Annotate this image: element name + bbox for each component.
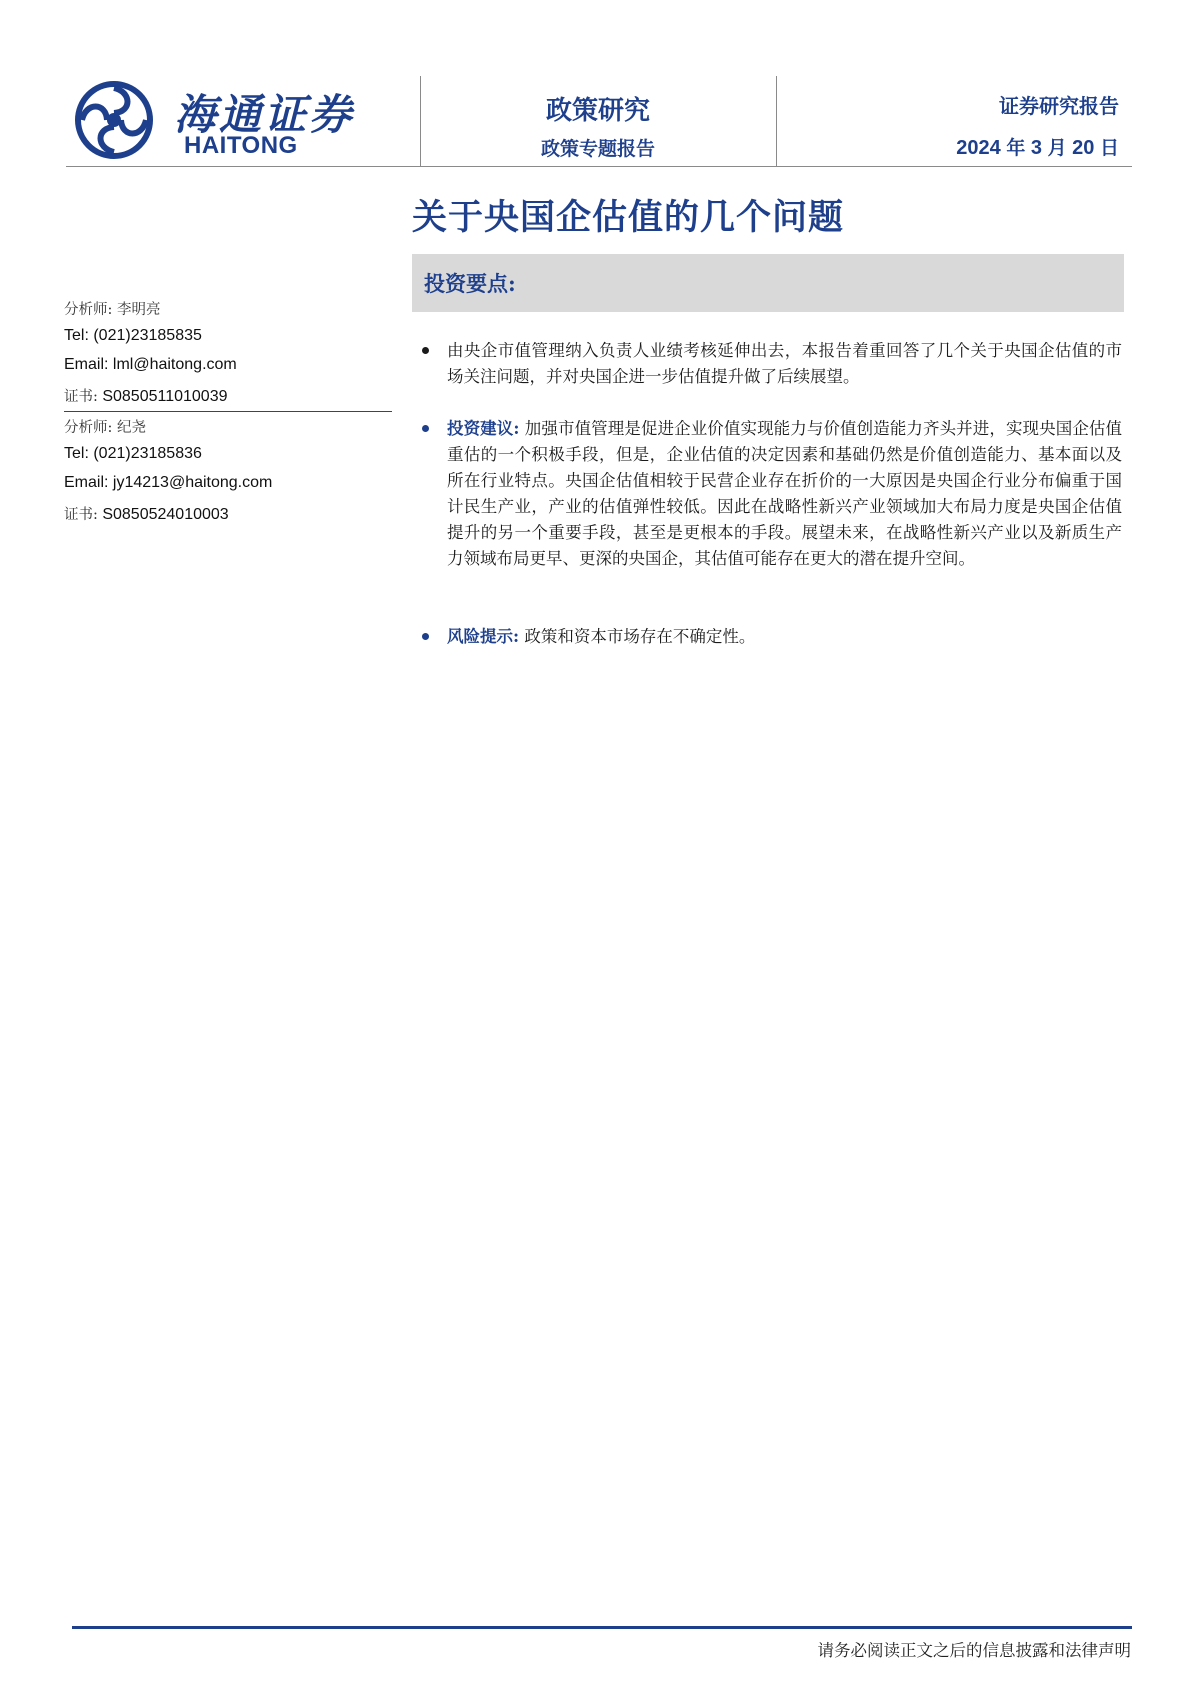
report-title: 关于央国企估值的几个问题 — [412, 197, 845, 238]
date-year-unit: 年 — [1006, 137, 1026, 159]
bullet-dot-icon — [422, 633, 429, 640]
key-point-text — [447, 624, 1122, 650]
analyst-2-tel: Tel: (021)23185836 — [64, 445, 202, 462]
key-point-body: 加强市值管理是促进企业价值实现能力与价值创造能力齐头并进，实现央国企估值重估的一个积极手段，但是，企业估值的决定因素和基础仍然是价值创造能力、基本面以及所在行业特点。央国企估值相较于民营企业存在折价的一大原因是央国企行业分布偏重于国计民生产业，产业的估值弹性较低。因此在战略性新兴产业领域加大布局力度是央国企估值提升的另一个重要手段，甚至是更根本的手段。展望未来，在战略性新兴产业以及新质生产力领域布局更早、更深的央国企，其估值可能存在更大的潜在提升空间。 — [447, 419, 1123, 568]
haitong-logo-icon — [74, 80, 154, 160]
key-point-label: 风险提示: — [447, 627, 520, 646]
analyst-2-cert-number: S0850524010003 — [97, 506, 229, 523]
analyst-1-name: 分析师: 李明亮 — [64, 302, 161, 318]
report-date — [956, 133, 1119, 160]
date-month: 3 — [1030, 137, 1043, 159]
analyst-1-email: Email: lml@haitong.com — [64, 356, 237, 373]
bullet-dot-icon — [422, 347, 429, 354]
key-point-body: 政策和资本市场存在不确定性。 — [519, 627, 756, 646]
brand-name-cn: 海通证券 — [174, 90, 355, 139]
header-rule — [66, 166, 1132, 167]
company-logo — [74, 80, 364, 164]
report-subcategory: 政策专题报告 — [540, 138, 655, 160]
key-point-text — [447, 338, 1122, 390]
report-category: 政策研究 — [545, 96, 650, 126]
report-type: 证券研究报告 — [999, 94, 1119, 118]
date-year: 2024 — [956, 137, 1001, 159]
key-points-bar — [412, 254, 1124, 312]
key-point-item — [422, 624, 1122, 650]
key-point-label: 投资建议: — [447, 419, 520, 438]
analyst-1-cert-label: 证书: — [64, 389, 98, 405]
analyst-2-cert-label: 证书: — [64, 507, 98, 523]
header-divider-left — [420, 76, 421, 166]
analyst-1-cert — [64, 385, 228, 406]
analyst-1-cert-number: S0850511010039 — [97, 388, 228, 405]
analyst-2-name: 分析师: 纪尧 — [64, 420, 146, 436]
key-points-heading: 投资要点: — [424, 271, 516, 296]
analyst-divider — [64, 411, 392, 412]
analyst-2-email: Email: jy14213@haitong.com — [64, 474, 273, 491]
brand-name-en: HAITONG — [184, 132, 298, 159]
analyst-2-cert — [64, 503, 229, 524]
date-day-unit: 日 — [1099, 137, 1119, 159]
analyst-1-tel: Tel: (021)23185835 — [64, 327, 202, 344]
footer-disclaimer: 请务必阅读正文之后的信息披露和法律声明 — [817, 1641, 1131, 1660]
bullet-dot-icon — [422, 425, 429, 432]
key-point-item — [422, 416, 1122, 572]
date-month-unit: 月 — [1047, 137, 1067, 159]
key-point-item — [422, 338, 1122, 390]
footer-rule — [72, 1626, 1132, 1629]
header-divider-right — [776, 76, 777, 166]
date-day: 20 — [1072, 137, 1095, 159]
key-point-text — [447, 416, 1122, 572]
key-point-body: 由央企市值管理纳入负责人业绩考核延伸出去，本报告着重回答了几个关于央国企估值的市场关注问题，并对央国企进一步估值提升做了后续展望。 — [447, 341, 1122, 386]
